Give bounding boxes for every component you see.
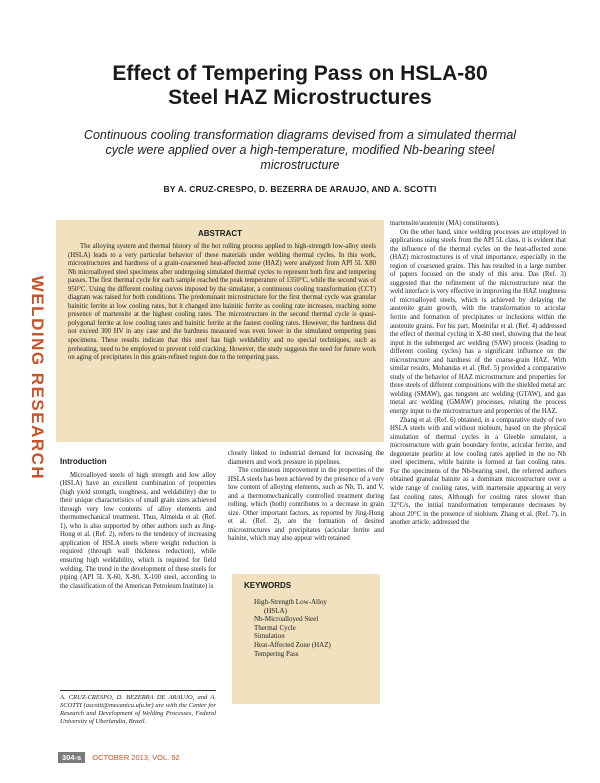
body-paragraph: Microalloyed steels of high strength and low alloy (HSLA) have an excellent combination of properties (high yield strength, toughness, and weldability) due to their unique characteristics of small grain sizes achieved through very low contents of alloy elements and thermomechanical treatment. Thus, Almeida et al. (Ref. 1), who is also supported by other authors such as Jing-Hong et al. (Ref. 2), refers to the tendency of increasing application of HSLA steels where weight reduction is required (through wall thickness reduction), while ensuring high weldability, which is required for field welding. The trend in the development of these steels for piping (API 5L X-60, X-80, X-100 steel, according to the classification of the American Petroleum Institute) is bbox=[60, 471, 216, 590]
body-paragraph: The continuous improvement in the properties of the HSLA steels has been achieved by the presence of a very low content of alloying elements, such as Nb, Ti, and V, and a thermomechanically controlled treatment during rolling, which (both) contributes to a decrease in grain size. Other important factors, as reported by Jing-Hong et al. (Ref. 2), are the formation of desired microstructures and precipitates (acicular ferrite and bainite, which may also appear with retained bbox=[228, 467, 384, 543]
journal-issue: OCTOBER 2013, VOL. 92 bbox=[92, 753, 180, 762]
keyword-item: Nb-Microalloyed Steel bbox=[254, 615, 319, 624]
column-3 bbox=[390, 220, 566, 528]
column-1 bbox=[60, 458, 216, 591]
keywords-panel bbox=[232, 574, 380, 704]
keyword-item: (HSLA) bbox=[264, 606, 287, 615]
section-sidebar bbox=[26, 258, 48, 498]
page-footer bbox=[58, 752, 180, 763]
column-2 bbox=[228, 450, 384, 544]
abstract-panel bbox=[56, 220, 384, 442]
author-affiliation-note: A. CRUZ-CRESPO, D. BEZERRA DE ARAUJO, and A. SCOTTI (ascotti@mecanica.ufu.br) are with the Center for Research and Development of Welding Processes, Federal University of Uberlandia, Brazil. bbox=[60, 690, 216, 726]
title-line-1: Effect of Tempering Pass on HSLA-80 bbox=[112, 62, 488, 85]
article-title bbox=[90, 62, 510, 110]
keyword-item: Tempering Pass bbox=[254, 649, 299, 658]
keywords-list bbox=[254, 598, 380, 658]
section-label: WELDING RESEARCH bbox=[28, 275, 47, 481]
abstract-text: The alloying system and thermal history of the hot rolling process applied to high-strength low-alloy steels (HSLA) leads to a very particular behavior of these materials under welding thermal cycles. In this work, microstructures and hardness of a grain-coarsened heat-affected zone (HAZ) were analyzed from API 5L X80 Nb microalloyed steel specimens after undergoing simulated thermal cycles to represent both first and tempering passes. The first thermal cycle for each sample reached the peak temperature of 1350°C, while the second was of 950°C. Using the different cooling curves imposed by the simulator, a continuous cooling transformation (CCT) diagram was raised for both conditions. The predominant microstructure for the first thermal cycle was granular bainitic ferrite at low cooling rates, but it changed into bainitic ferrite as cooling rate increases, reaching some presence of martensite at the highest cooling rates. The microstructure in the second thermal cycle is quasi-polygonal ferrite at low cooling rates and bainitic ferrite at the fastest cooling rates. However, the hardness did not exceed 300 HV in any case and the hardness measured was even lower in the simulated tempering pass specimens. These results indicate that this steel has high weldability and no special techniques, such as preheating, need to be employed to prevent cold cracking. However, the study suggests the need for future work on aging of precipitates in this grain-refined region due to the tempering pass. bbox=[68, 243, 376, 362]
body-paragraph: On the other hand, since welding processes are employed in applications using steels from the API 5L class, it is evident that the influence of the thermal cycles on the heat-affected zone (HAZ) microstructures is of vital importance, especially in the region of coarsened grains. This has resulted in a large number of papers focused on the study of this area. Das (Ref. 3) suggested that the refinement of the microstructure near the weld interface is very effective in improving the HAZ toughness of microalloyed steels, which is achieved by delaying the austenite grain growth, with the transformation to acicular ferrite and formation of precipitates or inclusions within the austenite grains. For his part, Moeinifar et al. (Ref. 4) addressed the effect of thermal cycling in X-80 steel, showing that the heat input in the submerged arc welding (SAW) process (leading to different cooling cycles) has a significant influence on the microstructure and hardness of the coarse-grain HAZ. With similar results, Mohandas et al. (Ref. 5) provided a comparative study of the behavior of HAZ microstructure and properties for three steels of different compositions with the shielded metal arc welding (SMAW), gas tungsten arc welding (GTAW), and gas metal arc welding (GMAW) processes, relating the process energy input to the microstructure and properties of the HAZ. bbox=[390, 228, 566, 416]
body-paragraph: closely linked to industrial demand for increasing the diameters and work pressure in pipelines. bbox=[228, 450, 384, 466]
keyword-item: High-Strength Low-Alloy bbox=[254, 598, 327, 606]
title-line-2: Steel HAZ Microstructures bbox=[168, 86, 432, 109]
body-paragraph: Zhang et al. (Ref. 6) obtained, in a comparative study of two HSLA steels with and without niobium, based on the physical simulation of thermal cycles in a Gleeble simulator, a microstructure with grain boundary ferrite, acicular ferrite, and degenerate pearlite at low cooling rates applied in the no Nb steel specimens, while bainite is formed at fast cooling rates. For the specimens of the Nb-bearing steel, the referred authors obtained granular bainite as a dominant microstructure over a wide range of cooling rates, with martensite appearing at very fast cooling rates. Although for cooling rates slower than 32°C/s, the initial transformation temperature decreases by about 20°C in the presence of niobium. Zhang et al. (Ref. 7), in another article, addressed the bbox=[390, 416, 566, 527]
keyword-item: Simulation bbox=[254, 632, 285, 641]
abstract-heading: ABSTRACT bbox=[198, 229, 242, 238]
introduction-heading: Introduction bbox=[60, 457, 107, 466]
article-subtitle: Continuous cooling transformation diagrams devised from a simulated thermal cycle were applied over a high-temperature, modified Nb-bearing steel microstructure bbox=[83, 128, 517, 172]
keyword-item: Thermal Cycle bbox=[254, 623, 296, 632]
keywords-heading: KEYWORDS bbox=[244, 581, 292, 590]
author-byline: BY A. CRUZ-CRESPO, D. BEZERRA DE ARAUJO, AND A. SCOTTI bbox=[163, 184, 437, 194]
keyword-item: Heat-Affected Zone (HAZ) bbox=[254, 640, 331, 649]
page-number: 304-s bbox=[58, 752, 85, 763]
body-paragraph: martensite/austenite (MA) constituents). bbox=[390, 220, 500, 227]
